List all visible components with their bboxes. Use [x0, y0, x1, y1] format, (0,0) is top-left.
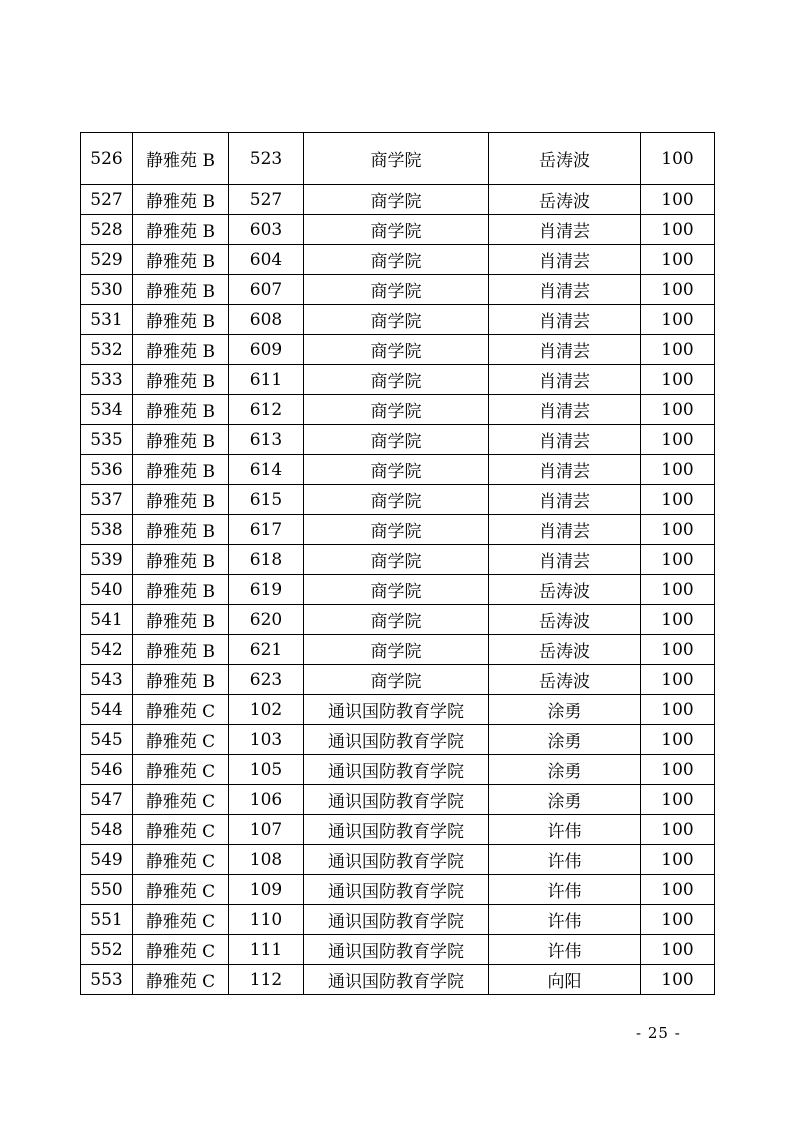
room-number-cell: 615 [229, 485, 304, 515]
room-number-cell: 621 [229, 635, 304, 665]
responsible-person-cell: 肖清芸 [489, 395, 641, 425]
table-row [81, 785, 715, 815]
score-cell: 100 [641, 635, 715, 665]
responsible-person-cell: 岳涛波 [489, 605, 641, 635]
building-cell: 静雅苑 C [133, 815, 229, 845]
score-cell: 100 [641, 875, 715, 905]
college-cell: 通识国防教育学院 [304, 935, 489, 965]
table-row [81, 575, 715, 605]
score-cell: 100 [641, 725, 715, 755]
responsible-person-cell: 岳涛波 [489, 575, 641, 605]
table-row [81, 215, 715, 245]
room-number-cell: 105 [229, 755, 304, 785]
responsible-person-cell: 涂勇 [489, 755, 641, 785]
table-row [81, 305, 715, 335]
room-number-cell: 612 [229, 395, 304, 425]
table-row [81, 665, 715, 695]
college-cell: 商学院 [304, 635, 489, 665]
row-number-cell: 544 [81, 695, 133, 725]
score-cell: 100 [641, 365, 715, 395]
room-number-cell: 607 [229, 275, 304, 305]
room-number-cell: 611 [229, 365, 304, 395]
building-cell: 静雅苑 B [133, 575, 229, 605]
row-number-cell: 528 [81, 215, 133, 245]
college-cell: 商学院 [304, 485, 489, 515]
college-cell: 通识国防教育学院 [304, 875, 489, 905]
row-number-cell: 530 [81, 275, 133, 305]
building-cell: 静雅苑 C [133, 965, 229, 995]
room-number-cell: 112 [229, 965, 304, 995]
row-number-cell: 553 [81, 965, 133, 995]
row-number-cell: 539 [81, 545, 133, 575]
building-cell: 静雅苑 B [133, 245, 229, 275]
building-cell: 静雅苑 C [133, 785, 229, 815]
score-cell: 100 [641, 815, 715, 845]
score-cell: 100 [641, 755, 715, 785]
college-cell: 商学院 [304, 605, 489, 635]
college-cell: 商学院 [304, 425, 489, 455]
row-number-cell: 540 [81, 575, 133, 605]
responsible-person-cell: 肖清芸 [489, 545, 641, 575]
college-cell: 通识国防教育学院 [304, 785, 489, 815]
room-number-cell: 109 [229, 875, 304, 905]
college-cell: 商学院 [304, 455, 489, 485]
responsible-person-cell: 许伟 [489, 875, 641, 905]
score-cell: 100 [641, 485, 715, 515]
table-row [81, 335, 715, 365]
room-number-cell: 623 [229, 665, 304, 695]
responsible-person-cell: 涂勇 [489, 785, 641, 815]
table-row [81, 133, 715, 185]
table-row [81, 185, 715, 215]
table-row [81, 965, 715, 995]
building-cell: 静雅苑 C [133, 755, 229, 785]
building-cell: 静雅苑 B [133, 485, 229, 515]
room-number-cell: 603 [229, 215, 304, 245]
score-cell: 100 [641, 905, 715, 935]
row-number-cell: 529 [81, 245, 133, 275]
college-cell: 商学院 [304, 133, 489, 185]
college-cell: 商学院 [304, 395, 489, 425]
building-cell: 静雅苑 B [133, 305, 229, 335]
row-number-cell: 532 [81, 335, 133, 365]
college-cell: 通识国防教育学院 [304, 755, 489, 785]
table-row [81, 515, 715, 545]
room-number-cell: 107 [229, 815, 304, 845]
row-number-cell: 534 [81, 395, 133, 425]
room-number-cell: 111 [229, 935, 304, 965]
room-number-cell: 523 [229, 133, 304, 185]
score-cell: 100 [641, 605, 715, 635]
room-number-cell: 106 [229, 785, 304, 815]
table-row [81, 425, 715, 455]
building-cell: 静雅苑 B [133, 133, 229, 185]
building-cell: 静雅苑 B [133, 215, 229, 245]
score-cell: 100 [641, 785, 715, 815]
row-number-cell: 552 [81, 935, 133, 965]
building-cell: 静雅苑 B [133, 635, 229, 665]
responsible-person-cell: 肖清芸 [489, 335, 641, 365]
responsible-person-cell: 肖清芸 [489, 245, 641, 275]
room-number-cell: 110 [229, 905, 304, 935]
table-row [81, 755, 715, 785]
building-cell: 静雅苑 B [133, 335, 229, 365]
row-number-cell: 537 [81, 485, 133, 515]
room-number-cell: 609 [229, 335, 304, 365]
table-row [81, 905, 715, 935]
room-number-cell: 620 [229, 605, 304, 635]
score-cell: 100 [641, 133, 715, 185]
row-number-cell: 536 [81, 455, 133, 485]
responsible-person-cell: 肖清芸 [489, 365, 641, 395]
table-row [81, 245, 715, 275]
dormitory-score-table [80, 132, 715, 995]
score-cell: 100 [641, 695, 715, 725]
college-cell: 通识国防教育学院 [304, 725, 489, 755]
responsible-person-cell: 许伟 [489, 935, 641, 965]
college-cell: 商学院 [304, 215, 489, 245]
building-cell: 静雅苑 C [133, 695, 229, 725]
row-number-cell: 545 [81, 725, 133, 755]
score-cell: 100 [641, 215, 715, 245]
room-number-cell: 619 [229, 575, 304, 605]
building-cell: 静雅苑 B [133, 425, 229, 455]
table-row [81, 635, 715, 665]
score-cell: 100 [641, 965, 715, 995]
row-number-cell: 546 [81, 755, 133, 785]
score-cell: 100 [641, 575, 715, 605]
responsible-person-cell: 许伟 [489, 905, 641, 935]
room-number-cell: 613 [229, 425, 304, 455]
building-cell: 静雅苑 B [133, 185, 229, 215]
responsible-person-cell: 许伟 [489, 815, 641, 845]
college-cell: 商学院 [304, 545, 489, 575]
college-cell: 商学院 [304, 515, 489, 545]
table-row [81, 725, 715, 755]
table-row [81, 455, 715, 485]
score-cell: 100 [641, 425, 715, 455]
table-row [81, 875, 715, 905]
row-number-cell: 526 [81, 133, 133, 185]
score-cell: 100 [641, 335, 715, 365]
row-number-cell: 533 [81, 365, 133, 395]
college-cell: 商学院 [304, 305, 489, 335]
college-cell: 商学院 [304, 275, 489, 305]
college-cell: 商学院 [304, 185, 489, 215]
table-row [81, 605, 715, 635]
room-number-cell: 604 [229, 245, 304, 275]
room-number-cell: 617 [229, 515, 304, 545]
responsible-person-cell: 涂勇 [489, 695, 641, 725]
college-cell: 商学院 [304, 665, 489, 695]
table-row [81, 365, 715, 395]
score-cell: 100 [641, 455, 715, 485]
room-number-cell: 103 [229, 725, 304, 755]
table-row [81, 275, 715, 305]
college-cell: 通识国防教育学院 [304, 905, 489, 935]
responsible-person-cell: 岳涛波 [489, 133, 641, 185]
score-cell: 100 [641, 275, 715, 305]
room-number-cell: 614 [229, 455, 304, 485]
row-number-cell: 542 [81, 635, 133, 665]
building-cell: 静雅苑 B [133, 515, 229, 545]
college-cell: 商学院 [304, 245, 489, 275]
building-cell: 静雅苑 C [133, 905, 229, 935]
row-number-cell: 541 [81, 605, 133, 635]
row-number-cell: 543 [81, 665, 133, 695]
table-row [81, 935, 715, 965]
table-row [81, 815, 715, 845]
row-number-cell: 551 [81, 905, 133, 935]
score-cell: 100 [641, 845, 715, 875]
table-body [81, 133, 715, 995]
responsible-person-cell: 肖清芸 [489, 275, 641, 305]
score-cell: 100 [641, 515, 715, 545]
college-cell: 通识国防教育学院 [304, 815, 489, 845]
building-cell: 静雅苑 C [133, 935, 229, 965]
responsible-person-cell: 肖清芸 [489, 305, 641, 335]
row-number-cell: 548 [81, 815, 133, 845]
score-cell: 100 [641, 665, 715, 695]
responsible-person-cell: 许伟 [489, 845, 641, 875]
building-cell: 静雅苑 B [133, 455, 229, 485]
room-number-cell: 527 [229, 185, 304, 215]
row-number-cell: 538 [81, 515, 133, 545]
table-row [81, 545, 715, 575]
table-row [81, 695, 715, 725]
score-cell: 100 [641, 305, 715, 335]
room-number-cell: 102 [229, 695, 304, 725]
score-cell: 100 [641, 395, 715, 425]
building-cell: 静雅苑 B [133, 395, 229, 425]
building-cell: 静雅苑 B [133, 545, 229, 575]
college-cell: 通识国防教育学院 [304, 965, 489, 995]
score-cell: 100 [641, 245, 715, 275]
table-row [81, 395, 715, 425]
room-number-cell: 618 [229, 545, 304, 575]
building-cell: 静雅苑 B [133, 665, 229, 695]
table-row [81, 485, 715, 515]
score-cell: 100 [641, 185, 715, 215]
responsible-person-cell: 肖清芸 [489, 455, 641, 485]
building-cell: 静雅苑 C [133, 875, 229, 905]
responsible-person-cell: 肖清芸 [489, 485, 641, 515]
responsible-person-cell: 涂勇 [489, 725, 641, 755]
room-number-cell: 108 [229, 845, 304, 875]
score-cell: 100 [641, 545, 715, 575]
row-number-cell: 527 [81, 185, 133, 215]
building-cell: 静雅苑 C [133, 845, 229, 875]
responsible-person-cell: 岳涛波 [489, 185, 641, 215]
score-cell: 100 [641, 935, 715, 965]
building-cell: 静雅苑 B [133, 275, 229, 305]
row-number-cell: 547 [81, 785, 133, 815]
table-row [81, 845, 715, 875]
room-number-cell: 608 [229, 305, 304, 335]
dormitory-score-table-container [80, 132, 714, 995]
responsible-person-cell: 肖清芸 [489, 425, 641, 455]
responsible-person-cell: 向阳 [489, 965, 641, 995]
building-cell: 静雅苑 B [133, 605, 229, 635]
row-number-cell: 535 [81, 425, 133, 455]
building-cell: 静雅苑 C [133, 725, 229, 755]
college-cell: 商学院 [304, 365, 489, 395]
row-number-cell: 531 [81, 305, 133, 335]
responsible-person-cell: 肖清芸 [489, 515, 641, 545]
responsible-person-cell: 岳涛波 [489, 635, 641, 665]
responsible-person-cell: 肖清芸 [489, 215, 641, 245]
college-cell: 商学院 [304, 335, 489, 365]
responsible-person-cell: 岳涛波 [489, 665, 641, 695]
building-cell: 静雅苑 B [133, 365, 229, 395]
row-number-cell: 550 [81, 875, 133, 905]
college-cell: 通识国防教育学院 [304, 695, 489, 725]
college-cell: 通识国防教育学院 [304, 845, 489, 875]
page-number: - 25 - [636, 1024, 681, 1042]
row-number-cell: 549 [81, 845, 133, 875]
college-cell: 商学院 [304, 575, 489, 605]
